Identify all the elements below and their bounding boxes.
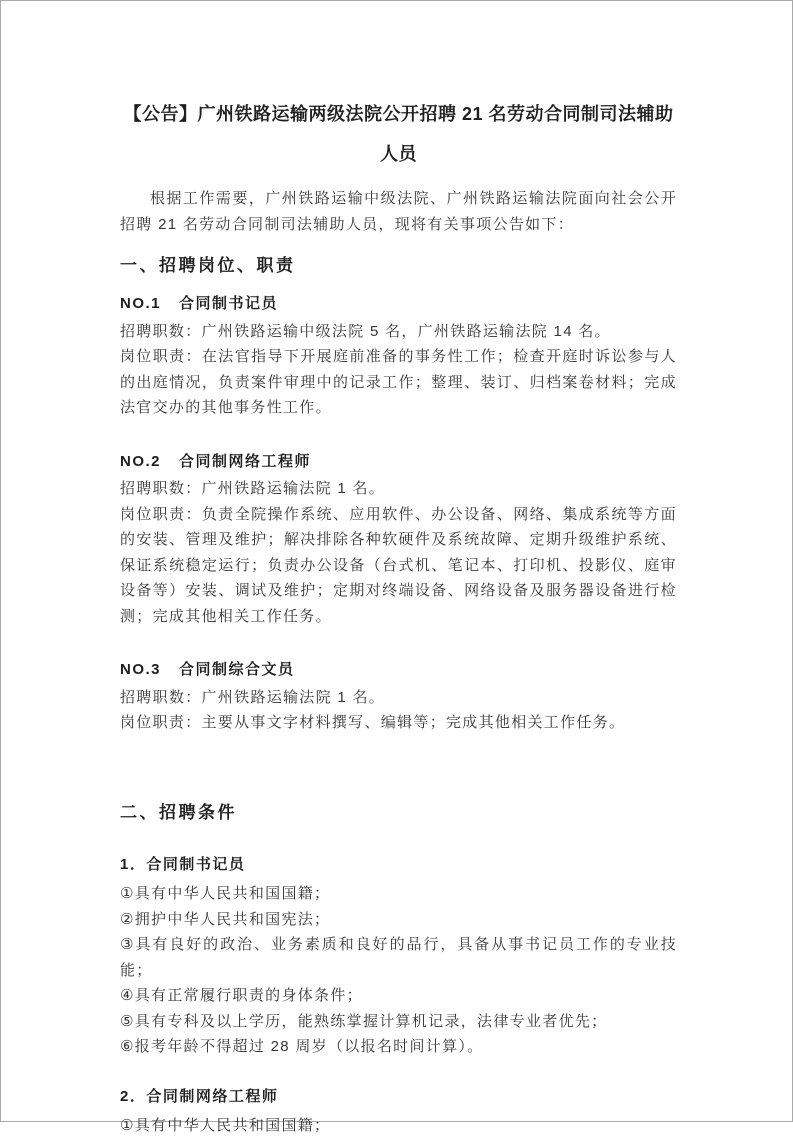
position-2-duty: 岗位职责：负责全院操作系统、应用软件、办公设备、网络、集成系统等方面的安装、管理及维护；解决排除各种软硬件及系统故障、定期升级维护系统、保证系统稳定运行；负责办公设备（台式机、笔记本、打印机、投影仪、庭审设备等）安装、调试及维护；定期对终端设备、网络设备及服务器设备进行检测；完成其他相关工作任务。 <box>120 505 677 625</box>
position-3-name: 合同制综合文员 <box>179 661 295 678</box>
position-block-3 <box>120 657 677 736</box>
condition-item: ③具有良好的政治、业务素质和良好的品行，具备从事书记员工作的专业技能； <box>120 936 677 979</box>
section-1-heading: 一、招聘岗位、职责 <box>120 256 296 275</box>
position-3-number: NO.3 <box>120 661 162 678</box>
position-1-number: NO.1 <box>120 295 162 312</box>
page-title: 【公告】广州铁路运输两级法院公开招聘 21 名劳动合同制司法辅助人员 <box>123 104 674 164</box>
condition-item: ④具有正常履行职责的身体条件； <box>120 987 363 1004</box>
section-2-heading: 二、招聘条件 <box>120 802 237 822</box>
condition-item: ②拥护中华人民共和国宪法； <box>120 910 331 928</box>
position-block-1 <box>120 291 677 421</box>
position-1-heading <box>120 291 677 317</box>
position-1-count: 招聘职数：广州铁路运输中级法院 5 名，广州铁路运输法院 14 名。 <box>120 322 611 340</box>
position-2-count: 招聘职数：广州铁路运输法院 1 名。 <box>120 480 386 497</box>
position-2-heading <box>120 449 677 475</box>
position-1-name: 合同制书记员 <box>179 295 279 312</box>
position-2-name: 合同制网络工程师 <box>179 452 312 470</box>
condition-item: ①具有中华人民共和国国籍； <box>120 1117 331 1134</box>
condition-item: ①具有中华人民共和国国籍； <box>120 885 331 902</box>
condition-group-1 <box>120 852 677 1060</box>
position-1-duty: 岗位职责：在法官指导下开展庭前准备的事务性工作；检查开庭时诉讼参与人的出庭情况，负责案件审理中的记录工作；整理、装订、归档案卷材料；完成法官交办的其他事务性工作。 <box>120 348 677 416</box>
position-block-2 <box>120 449 677 630</box>
condition-item: ⑤具有专科及以上学历，能熟练掌握计算机记录，法律专业者优先； <box>120 1012 608 1030</box>
position-3-count: 招聘职数：广州铁路运输法院 1 名。 <box>120 688 386 706</box>
condition-group-1-title: 1．合同制书记员 <box>120 855 246 873</box>
condition-item: ⑥报考年龄不得超过 28 周岁（以报名时间计算）。 <box>120 1038 484 1055</box>
condition-group-2-title: 2．合同制网络工程师 <box>120 1087 279 1105</box>
position-3-heading <box>120 657 677 683</box>
position-3-duty: 岗位职责：主要从事文字材料撰写、编辑等；完成其他相关工作任务。 <box>120 714 626 731</box>
condition-group-2 <box>120 1084 677 1139</box>
position-2-number: NO.2 <box>120 452 162 470</box>
intro-paragraph: 根据工作需要，广州铁路运输中级法院、广州铁路运输法院面向社会公开招聘 21 名劳动合同制司法辅助人员，现将有关事项公告如下： <box>120 190 677 233</box>
